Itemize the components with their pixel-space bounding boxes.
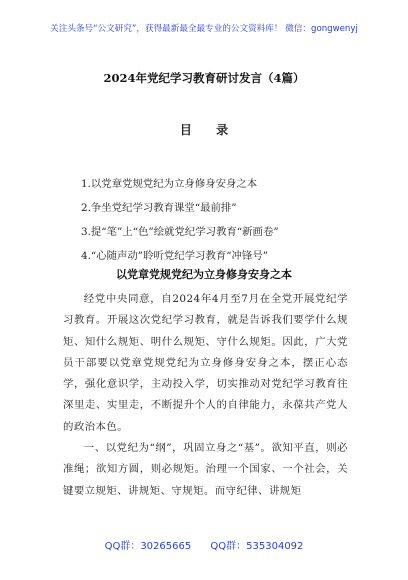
footer-qq-group-2: QQ群：535304092	[210, 541, 304, 552]
toc-item-2: 2.争坐党纪学习教育课堂“最前排”	[81, 202, 237, 214]
document-title: 2024年党纪学习教育研讨发言（4篇）	[103, 71, 305, 85]
footer	[0, 537, 408, 552]
body-text	[63, 289, 348, 502]
header-banner: 关注头条号“公文研究”，获得最新最全最专业的公文资料库！ 微信：gongwenyj	[50, 24, 358, 34]
toc-heading: 目 录	[179, 123, 239, 137]
toc-item-4: 4.“心随声动”聆听党纪学习教育“冲锋号”	[81, 250, 269, 262]
paragraph-2: 一、以党纪为“纲”，巩固立身之“基”。欲知平直，则必准绳；欲知方圆，则必规矩。治理一个国家、一个社会，关键要立规矩、讲规矩、守规矩。而守纪律、讲规矩	[63, 442, 348, 497]
toc-item-1: 1.以党章党规党纪为立身修身安身之本	[81, 178, 258, 190]
table-of-contents	[81, 172, 279, 268]
section-title: 以党章党规党纪为立身修身安身之本	[116, 268, 292, 281]
footer-qq-group-1: QQ群：30265665	[104, 541, 192, 552]
toc-item-3: 3.提“笔”上“色”绘就党纪学习教育“新画卷”	[81, 226, 279, 238]
paragraph-1: 经党中央同意，自2024年4月至7月在全党开展党纪学习教育。开展这次党纪学习教育，就是告诉我们要学什么规矩、知什么规矩、明什么规矩、守什么规矩。因此，广大党员干部要以党章党规党纪为立身修身安身之本，摆正心态学，强化意识学，主动投入学，切实推动对党纪学习教育往深里走、实里走，不断提升个人的自律能力，永葆共产党人的政治本色。	[63, 293, 348, 433]
